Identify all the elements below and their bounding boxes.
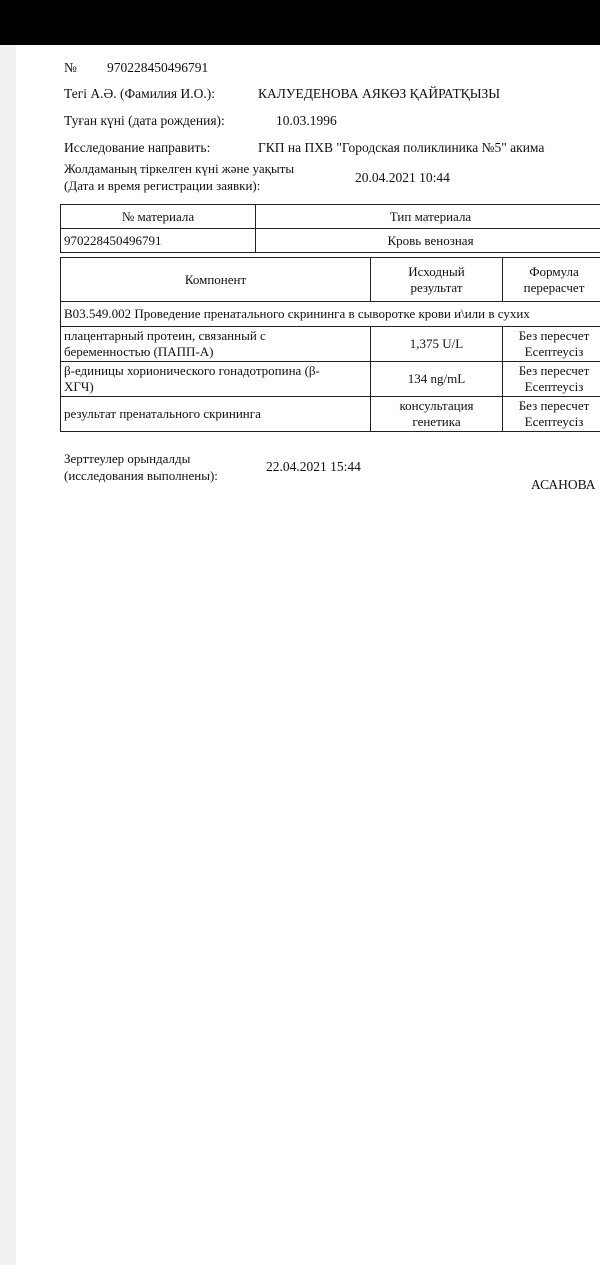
component-cell [61, 327, 371, 362]
status-bar [0, 0, 600, 45]
material-number-header: № материала [61, 205, 256, 229]
formula-line: Без пересчет [518, 363, 590, 378]
material-type-header: Тип материала [256, 205, 600, 229]
registration-label-kz: Жолдаманың тіркелген күні және уақыты [64, 161, 295, 176]
result-cell [371, 362, 503, 397]
result-value-line1: консультация [399, 398, 474, 413]
section-title: B03.549.002 Проведение пренатального скрининга в сыворотке крови и\или в сухих [61, 302, 600, 327]
signer-name: АСАНОВА [531, 477, 596, 492]
formula-line: Без пересчет [518, 328, 590, 343]
component-line: беременностью (ПАПП-А) [64, 344, 214, 359]
name-label: Тегі А.Ә. (Фамилия И.О.): [64, 86, 215, 101]
initial-result-header-line1: Исходный [408, 263, 465, 279]
component-cell [61, 362, 371, 397]
material-table [60, 204, 600, 253]
birth-date: 10.03.1996 [276, 113, 337, 128]
formula-header [503, 258, 600, 302]
table-row [61, 397, 600, 432]
formula-line: Есептеусіз [524, 414, 584, 429]
section-row [61, 302, 600, 327]
document-page [16, 45, 600, 1265]
table-row [61, 229, 600, 253]
referral-value: ГКП на ПХВ "Городская поликлиника №5" акима [258, 140, 545, 155]
formula-line: Есептеусіз [524, 344, 584, 359]
component-line: плацентарный протеин, связанный с [64, 328, 266, 343]
formula-line: Без пересчет [518, 398, 590, 413]
formula-header-line2: перерасчет [523, 279, 585, 295]
result-cell [371, 397, 503, 432]
page-margin [0, 45, 16, 1265]
completed-datetime: 22.04.2021 15:44 [266, 459, 361, 474]
formula-cell [503, 362, 600, 397]
number-label: № [64, 60, 77, 75]
formula-cell [503, 397, 600, 432]
material-number: 970228450496791 [61, 229, 256, 253]
table-row [61, 327, 600, 362]
component-line: β-единицы хорионического гонадотропина (β- [64, 363, 320, 378]
component-header: Компонент [61, 258, 371, 302]
material-type: Кровь венозная [256, 229, 600, 253]
registration-datetime: 20.04.2021 10:44 [355, 170, 450, 185]
patient-name: КАЛУЕДЕНОВА АЯКӨЗ ҚАЙРАТҚЫЗЫ [258, 86, 500, 101]
birth-label: Туған күні (дата рождения): [64, 113, 225, 128]
table-header-row [61, 205, 600, 229]
initial-result-header [371, 258, 503, 302]
result-value: 134 ng/mL [407, 371, 466, 386]
component-line: ХГЧ) [64, 379, 94, 394]
formula-line: Есептеусіз [524, 379, 584, 394]
table-row [61, 362, 600, 397]
completed-label-kz: Зерттеулер орындалды [64, 451, 191, 466]
results-header-row [61, 258, 600, 302]
registration-label-ru: (Дата и время регистрации заявки): [64, 178, 261, 193]
formula-cell [503, 327, 600, 362]
number-value: 970228450496791 [107, 60, 209, 75]
results-table [60, 257, 600, 432]
referral-label: Исследование направить: [64, 140, 211, 155]
completed-label-ru: (исследования выполнены): [64, 468, 218, 483]
component-line: результат пренатального скрининга [64, 406, 261, 421]
formula-header-line1: Формула [529, 263, 579, 279]
result-value: 1,375 U/L [409, 336, 464, 351]
result-value-line2: генетика [412, 414, 461, 429]
result-cell [371, 327, 503, 362]
component-cell [61, 397, 371, 432]
initial-result-header-line2: результат [410, 279, 463, 295]
